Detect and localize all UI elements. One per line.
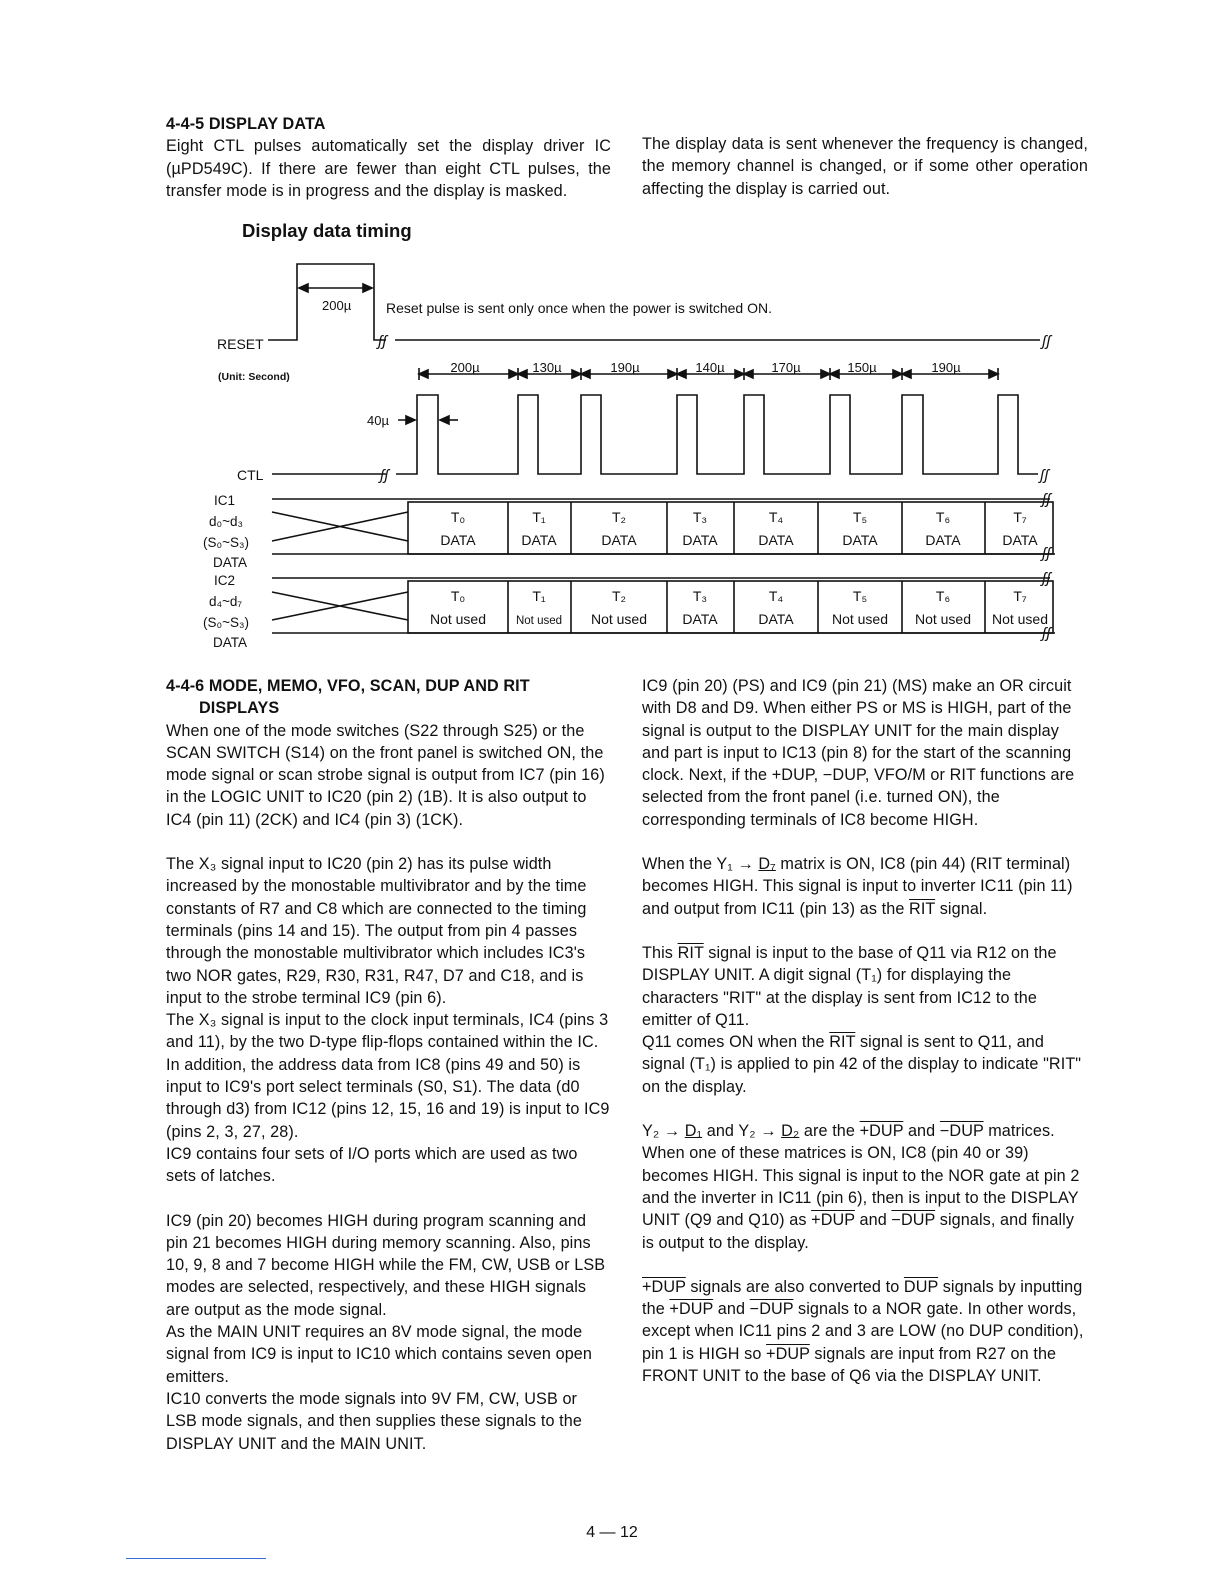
section-445-left xyxy=(166,113,611,202)
cell-value: Not used xyxy=(914,611,972,627)
slot-label: T₆ xyxy=(935,588,951,604)
section-446-right xyxy=(642,675,1088,1387)
section-445-right xyxy=(642,133,1088,200)
cell-value: DATA xyxy=(601,532,637,548)
slot-label: T₁ xyxy=(532,509,546,525)
slot-label: T₃ xyxy=(692,509,708,525)
cell-value: DATA xyxy=(682,611,718,627)
paragraph: The X₃ signal input to IC20 (pin 2) has its pulse width increased by the monostable multivibrator and by the time constants of R7 and C8 which are connected to the timing terminals (pins 14 and 15). The output from pin 4 passes through the monostable multivibrator which includes IC3's two NOR gates, R29, R30, R31, R47, D7 and C18, and is input to the strobe terminal IC9 (pin 6). xyxy=(166,855,587,1007)
paragraph: This $\overline{RIT}$ signal is input to the base of Q11 via R12 on the DISPLAY UNIT. A digit signal (T₁) for displaying the characters "RIT" at the display is sent from IC12 to the emitter of Q11. xyxy=(642,943,1057,1029)
interval-label: 170µ xyxy=(771,360,801,375)
slot-label: T₂ xyxy=(612,509,626,525)
cell-value: DATA xyxy=(440,532,476,548)
reset-note: Reset pulse is sent only once when the power is switched ON. xyxy=(386,300,772,316)
paragraph: Y₂ → D₁ and Y₂ → D₂ are the +DUP and −DUP matrices. When one of these matrices is ON, IC8 (pin 40 or 39) becomes HIGH. This signal is input to the NOR gate at pin 2 and the inverter in IC11 (pin 6), then is input to the DISPLAY UNIT (Q9 and Q10) as +DUP and −DUP signals, and finally is output to the display. xyxy=(642,1122,1080,1252)
cell-value: Not used xyxy=(831,611,889,627)
slot-label: T₀ xyxy=(450,588,466,604)
paragraph: IC9 contains four sets of I/O ports which are used as two sets of latches. xyxy=(166,1144,578,1186)
ic2-labels xyxy=(203,573,249,650)
break-mark-ic1: ʃʃ xyxy=(1042,491,1051,508)
interval-label: 190µ xyxy=(610,360,640,375)
section-445-heading: 4-4-5 DISPLAY DATA xyxy=(166,115,326,133)
cell-value: DATA xyxy=(521,532,557,548)
paragraph: The X₃ signal is input to the clock input terminals, IC4 (pins 3 and 11), by the two D-type flip-flops contained within the IC. In addition, the address data from IC8 (pins 49 and 50) is input to IC9's port select terminals (S0, S1). The data (d0 through d3) from IC12 (pins 12, 15, 16 and 19) is input to IC9 (pins 2, 3, 27, 28). xyxy=(166,1011,610,1141)
section-445-paragraph: Eight CTL pulses automatically set the display driver IC (µPD549C). If there are fewer than eight CTL pulses, the transfer mode is in progress and the display is masked. xyxy=(166,137,611,200)
ic1-label: IC1 xyxy=(214,493,236,508)
cell-value: Not used xyxy=(590,611,648,627)
interval-label: 150µ xyxy=(847,360,877,375)
interval-label: 130µ xyxy=(532,360,562,375)
section-446-heading-2: DISPLAYS xyxy=(199,699,280,718)
cell-value: DATA xyxy=(925,532,961,548)
slot-label: T₇ xyxy=(1013,588,1027,604)
cell-value: DATA xyxy=(842,532,878,548)
cell-value: Not used xyxy=(991,611,1049,627)
slot-label: T₁ xyxy=(532,588,546,604)
unit-label: (Unit: Second) xyxy=(218,371,290,383)
slot-label: T₆ xyxy=(935,509,951,525)
ctl-label: CTL xyxy=(237,467,264,483)
ic2-label: d₄~d₇ xyxy=(209,594,243,609)
cell-value: DATA xyxy=(758,532,794,548)
ic2-label: (S₀~S₃) xyxy=(203,615,249,630)
slot-label: T₅ xyxy=(852,588,868,604)
ic1-cross xyxy=(272,512,408,541)
interval-label: 140µ xyxy=(695,360,725,375)
interval-label: 190µ xyxy=(931,360,961,375)
break-mark-reset-end: ʃʃ xyxy=(1042,333,1051,350)
paragraph: As the MAIN UNIT requires an 8V mode signal, the mode signal from IC9 is input to IC10 which contains seven open emitters. xyxy=(166,1323,593,1386)
ic2-cells xyxy=(430,588,1048,627)
cell-value: DATA xyxy=(682,532,718,548)
timing-diagram xyxy=(200,258,1090,653)
break-mark-ctl-end: ʃʃ xyxy=(1040,467,1049,484)
break-mark-ctl: ʃʃ xyxy=(380,467,389,484)
page-number: 4 — 12 xyxy=(586,1524,638,1541)
cell-value: DATA xyxy=(758,611,794,627)
ic2-label: DATA xyxy=(213,635,248,650)
reset-label: RESET xyxy=(217,336,264,352)
ic2-label: IC2 xyxy=(214,573,236,588)
break-mark-ic2-end: ʃʃ xyxy=(1042,625,1051,642)
break-mark-ic1-end: ʃʃ xyxy=(1042,545,1051,562)
slot-label: T₀ xyxy=(450,509,466,525)
section-445-paragraph-2: The display data is sent whenever the frequency is changed, the memory channel is changed, or if some other operation affecting the display is carried out. xyxy=(642,135,1088,198)
slot-label: T₄ xyxy=(768,509,784,525)
slot-label: T₂ xyxy=(612,588,626,604)
footer-rule xyxy=(126,1558,266,1559)
ic1-label: DATA xyxy=(213,555,248,570)
chart-title: Display data timing xyxy=(242,220,412,241)
ic1-label: d₀~d₃ xyxy=(209,514,244,529)
slot-label: T₄ xyxy=(768,588,784,604)
paragraph: Q11 comes ON when the $\overline{RIT}$ signal is sent to Q11, and signal (T₁) is applied to pin 42 of the display to indicate "RIT" on the display. xyxy=(642,1033,1082,1096)
ic1-labels xyxy=(203,493,249,570)
section-446-heading: 4-4-6 MODE, MEMO, VFO, SCAN, DUP AND RIT xyxy=(166,677,530,695)
cell-value: DATA xyxy=(1002,532,1038,548)
section-446-left xyxy=(166,675,611,1455)
paragraph: When one of the mode switches (S22 through S25) or the SCAN SWITCH (S14) on the front panel is switched ON, the mode signal or scan strobe signal is output from IC7 (pin 16) in the LOGIC UNIT to IC20 (pin 2) (1B). It is also output to IC4 (pin 11) (2CK) and IC4 (pin 3) (1CK). xyxy=(166,721,605,829)
slot-label: T₅ xyxy=(852,509,868,525)
ic1-label: (S₀~S₃) xyxy=(203,535,249,550)
pulse-width-label: 40µ xyxy=(367,413,389,428)
reset-width-label: 200µ xyxy=(322,298,352,313)
paragraph: IC9 (pin 20) becomes HIGH during program scanning and pin 21 becomes HIGH during memory scanning. Also, pins 10, 9, 8 and 7 become HIGH while the FM, CW, USB or LSB modes are selected, respectively, and these HIGH signals are output as the mode signal. xyxy=(166,1211,606,1319)
paragraph: IC9 (pin 20) (PS) and IC9 (pin 21) (MS) make an OR circuit with D8 and D9. When either PS or MS is HIGH, part of the signal is output to the DISPLAY UNIT for the main display and part is input to IC13 (pin 8) for the start of the scanning clock. Next, if the +DUP, −DUP, VFO/M or RIT functions are selected from the front panel (i.e. turned ON), the corresponding terminals of IC8 become HIGH. xyxy=(642,677,1075,829)
slot-label: T₇ xyxy=(1013,509,1027,525)
break-mark-reset: ʃʃ xyxy=(378,333,387,350)
slot-label: T₃ xyxy=(692,588,708,604)
paragraph: +DUP signals are also converted to $\overline{DUP}$ signals by inputting the +DUP and −DUP signals to a NOR gate. In other words, except when IC11 pins 2 and 3 are LOW (no DUP condition), pin 1 is HIGH so +DUP signals are input from R27 on the FRONT UNIT to the base of Q6 via the DISPLAY UNIT. xyxy=(642,1277,1084,1386)
paragraph: IC10 converts the mode signals into 9V FM, CW, USB or LSB mode signals, and then supplies these signals to the DISPLAY UNIT and the MAIN UNIT. xyxy=(166,1389,582,1453)
cell-value: Not used xyxy=(515,615,563,627)
break-mark-ic2: ʃʃ xyxy=(1042,570,1051,587)
interval-label: 200µ xyxy=(450,360,480,375)
paragraph: When the Y₁ → D₇ matrix is ON, IC8 (pin 44) (RIT terminal) becomes HIGH. This signal is input to inverter IC11 (pin 11) and output from IC11 (pin 13) as the $\overline{RIT}$ signal. xyxy=(642,855,1073,918)
ic2-cross xyxy=(272,592,408,620)
ic1-cells xyxy=(440,509,1038,548)
cell-value: Not used xyxy=(429,611,487,627)
